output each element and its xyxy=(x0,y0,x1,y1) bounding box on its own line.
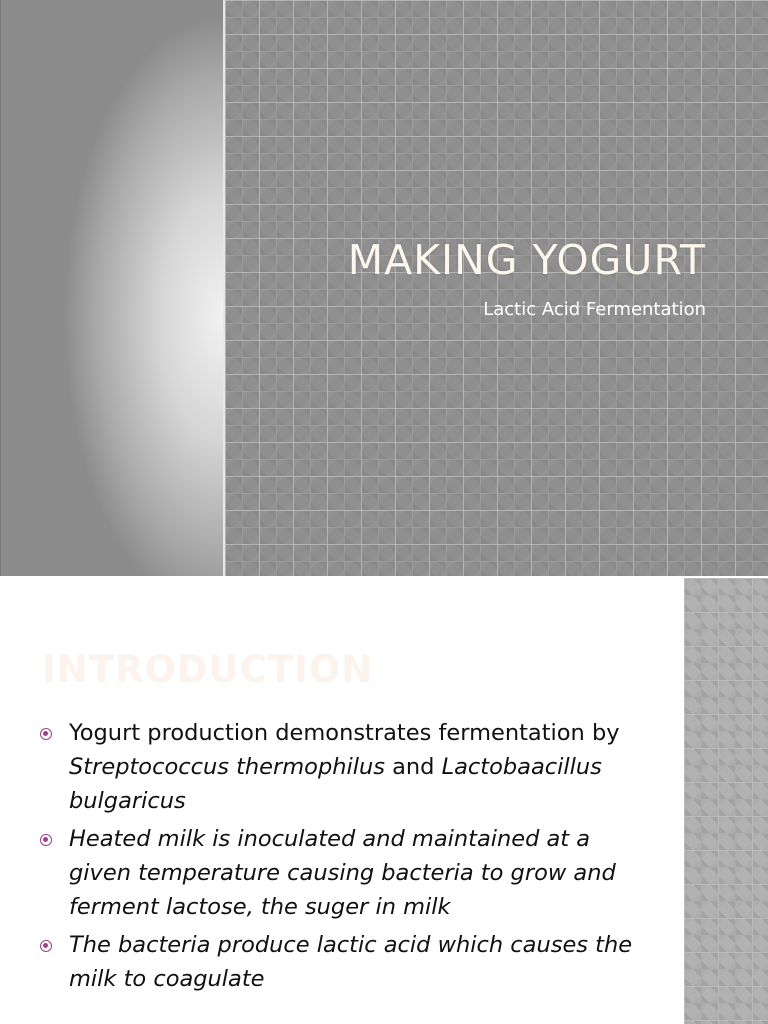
slide-pattern-strip xyxy=(684,578,768,1024)
text-run: and xyxy=(384,754,442,780)
species-name: Streptococcus thermophilus xyxy=(69,754,385,780)
slide-pattern-panel xyxy=(225,0,768,577)
list-item xyxy=(38,928,658,996)
species-name: Lactobaacillus bulgaricus xyxy=(69,754,602,814)
introduction-slide xyxy=(0,578,768,1024)
circle-dot-icon xyxy=(40,728,52,740)
list-item xyxy=(38,822,658,924)
bullet-text: The bacteria produce lactic acid which causes the milk to coagulate xyxy=(69,932,633,992)
bullet-list xyxy=(38,716,658,1000)
circle-dot-icon xyxy=(40,834,52,846)
list-item xyxy=(38,716,658,818)
slide-gradient-panel xyxy=(0,0,224,577)
circle-dot-icon xyxy=(40,940,52,952)
text-run: Yogurt production demonstrates fermentation by xyxy=(69,720,620,746)
slide-title: MAKING YOGURT xyxy=(347,236,706,284)
slide-subtitle: Lactic Acid Fermentation xyxy=(483,299,706,320)
bullet-text xyxy=(69,720,620,814)
section-heading: INTRODUCTION xyxy=(42,648,374,691)
bullet-text: Heated milk is inoculated and maintained at a given temperature causing bacteria to grow and ferment lactose, the suger in milk xyxy=(69,826,616,920)
